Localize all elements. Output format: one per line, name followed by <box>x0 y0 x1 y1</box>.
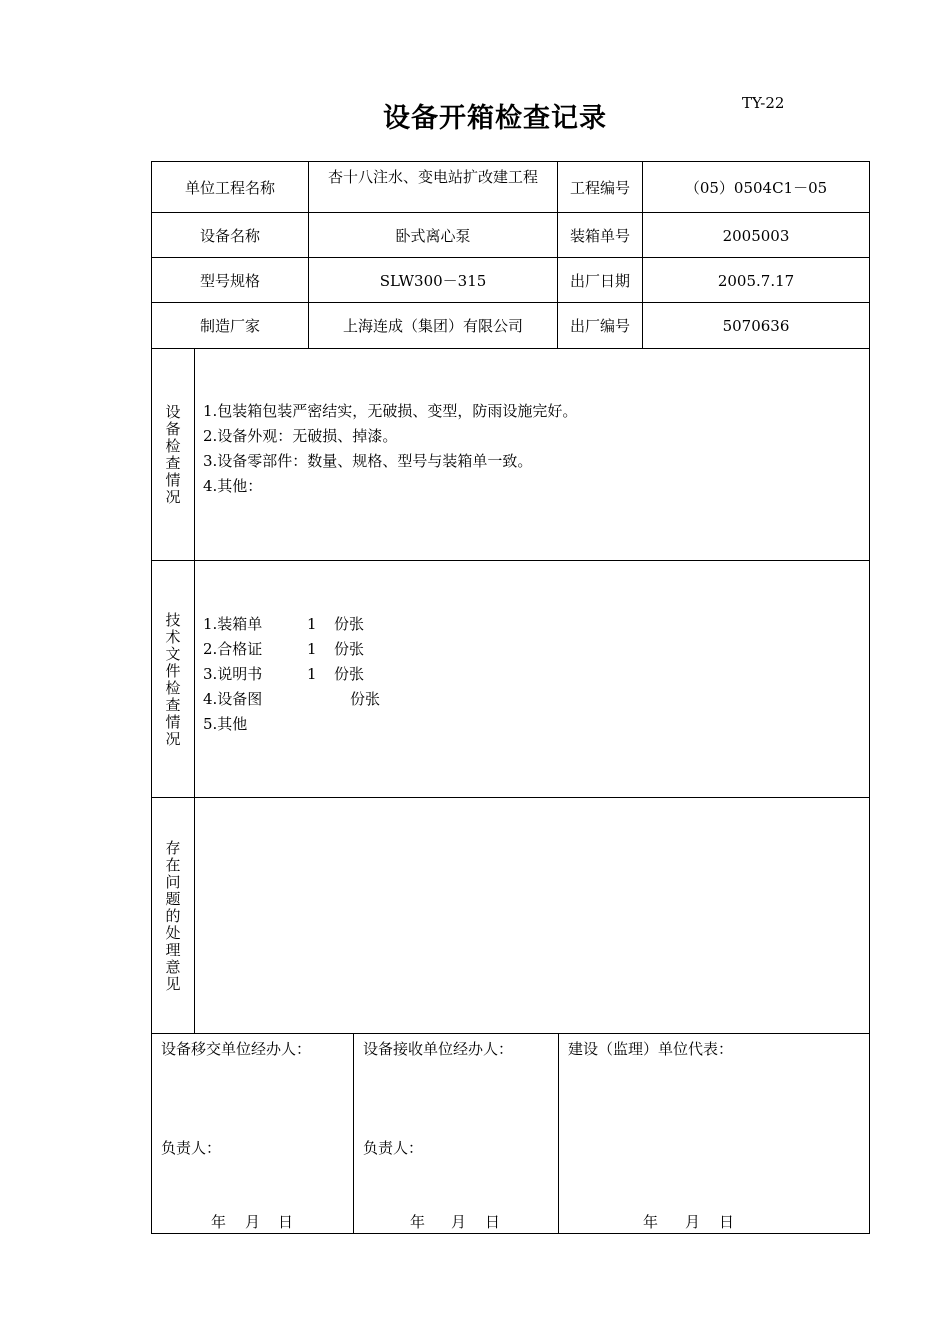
row-divider <box>151 1033 870 1034</box>
document-qty: 1 <box>307 640 317 658</box>
date-month: 月 <box>245 1213 261 1231</box>
inspection-side-label: 设 备 检 查 情 况 <box>165 403 181 506</box>
row-divider <box>151 348 870 349</box>
date-day: 日 <box>278 1213 294 1231</box>
date-day: 日 <box>485 1213 501 1231</box>
factory-no-label: 出厂编号 <box>569 317 630 335</box>
document-unit: 份张 <box>334 665 365 683</box>
col-divider <box>194 348 195 1033</box>
date-year: 年 <box>410 1213 426 1231</box>
unit-project-label: 单位工程名称 <box>184 179 275 197</box>
document-name: 4.设备图 <box>203 690 263 708</box>
row-divider <box>151 302 870 303</box>
date-month: 月 <box>685 1213 701 1231</box>
row-divider <box>151 212 870 213</box>
document-name: 2.合格证 <box>203 640 263 658</box>
manufacturer-label: 制造厂家 <box>199 317 260 335</box>
model-label: 型号规格 <box>199 272 260 290</box>
documents-side-label: 技 术 文 件 检 查 情 况 <box>165 611 181 748</box>
unit-project-value: 杏十八注水、变电站扩改建工程 <box>327 168 538 186</box>
receiver-responsible-label: 负责人： <box>363 1139 424 1157</box>
handover-signature-label: 设备移交单位经办人： <box>161 1040 312 1058</box>
factory-date-label: 出厂日期 <box>569 272 630 290</box>
date-year: 年 <box>211 1213 227 1231</box>
table-border-top <box>151 161 870 162</box>
model-value: SLW300－315 <box>379 272 487 290</box>
col-divider <box>558 1033 559 1233</box>
document-other: 5.其他 <box>203 715 248 733</box>
factory-no-value: 5070636 <box>722 317 790 335</box>
inspection-item: 2.设备外观：无破损、掉漆。 <box>203 427 398 445</box>
date-year: 年 <box>643 1213 659 1231</box>
inspection-item: 4.其他： <box>203 477 263 495</box>
form-code: TY-22 <box>742 94 785 112</box>
document-qty: 1 <box>307 665 317 683</box>
receiver-signature-label: 设备接收单位经办人： <box>363 1040 514 1058</box>
packing-no-label: 装箱单号 <box>569 227 630 245</box>
document-name: 1.装箱单 <box>203 615 263 633</box>
row-divider <box>151 257 870 258</box>
page-title: 设备开箱检查记录 <box>383 103 607 134</box>
row-divider <box>151 560 870 561</box>
handover-responsible-label: 负责人： <box>161 1139 222 1157</box>
project-no-value: （05）0504C1－05 <box>684 179 828 197</box>
document-unit: 份张 <box>350 690 381 708</box>
document-unit: 份张 <box>334 615 365 633</box>
date-day: 日 <box>719 1213 735 1231</box>
table-border-right <box>869 161 870 1234</box>
inspection-item: 1.包装箱包装严密结实，无破损、变型，防雨设施完好。 <box>203 402 578 420</box>
factory-date-value: 2005.7.17 <box>717 272 795 290</box>
project-no-label: 工程编号 <box>569 179 630 197</box>
row-divider <box>151 797 870 798</box>
document-qty: 1 <box>307 615 317 633</box>
document-name: 3.说明书 <box>203 665 263 683</box>
table-border-bottom <box>151 1233 870 1234</box>
inspection-item: 3.设备零部件：数量、规格、型号与装箱单一致。 <box>203 452 533 470</box>
supervisor-signature-label: 建设（监理）单位代表： <box>568 1040 734 1058</box>
packing-no-value: 2005003 <box>722 227 790 245</box>
col-divider <box>353 1033 354 1233</box>
manufacturer-value: 上海连成（集团）有限公司 <box>342 317 523 335</box>
equipment-name-label: 设备名称 <box>199 227 260 245</box>
document-unit: 份张 <box>334 640 365 658</box>
equipment-name-value: 卧式离心泵 <box>395 227 471 245</box>
issues-side-label: 存 在 问 题 的 处 理 意 见 <box>165 839 181 993</box>
date-month: 月 <box>451 1213 467 1231</box>
